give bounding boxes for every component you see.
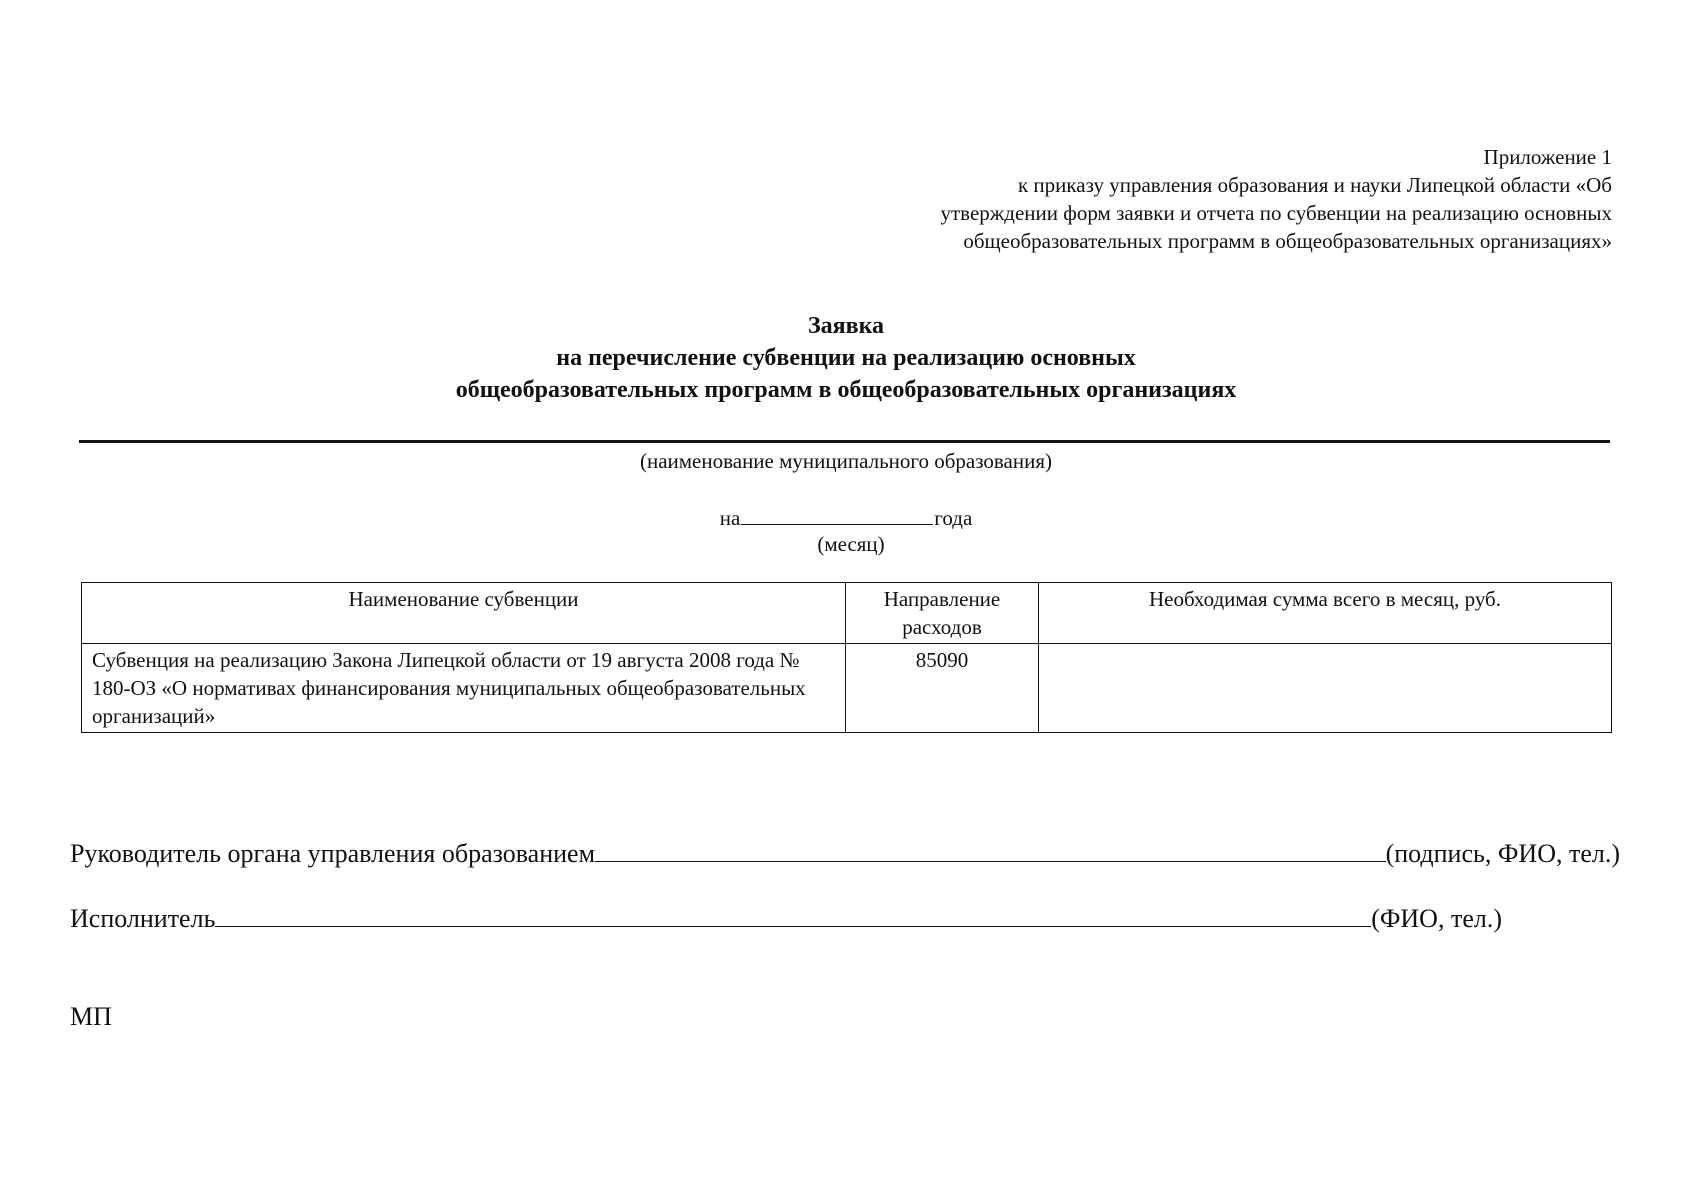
appendix-note bbox=[812, 143, 1612, 255]
cell-subsidy-name: Субвенция на реализацию Закона Липецкой области от 19 августа 2008 года № 180-ОЗ «О нормативах финансирования муниципальных общеобразовательных организаций» bbox=[82, 644, 846, 733]
month-caption: (месяц) bbox=[817, 532, 885, 556]
head-signature-label: Руководитель органа управления образованием bbox=[70, 839, 596, 868]
subsidy-table bbox=[81, 582, 1612, 733]
period-prefix: на bbox=[719, 506, 741, 530]
executor-label: Исполнитель bbox=[70, 904, 216, 933]
title-line-1: Заявка bbox=[807, 313, 885, 339]
document-title bbox=[0, 310, 1692, 406]
period-line bbox=[0, 502, 1692, 532]
title-line-3: общеобразовательных программ в общеобразовательных организациях bbox=[455, 377, 1237, 403]
appendix-line-1: Приложение 1 bbox=[1483, 145, 1612, 169]
title-line-2: на перечисление субвенции на реализацию основных bbox=[556, 345, 1136, 371]
header-expense-direction: Направление расходов bbox=[846, 583, 1039, 644]
stamp-placeholder: МП bbox=[70, 1002, 112, 1031]
head-signature-hint: (подпись, ФИО, тел.) bbox=[1385, 839, 1620, 868]
cell-monthly-amount[interactable] bbox=[1039, 644, 1612, 733]
header-subsidy-name: Наименование субвенции bbox=[82, 583, 846, 644]
head-signature-field[interactable] bbox=[595, 835, 1386, 862]
cell-expense-direction: 85090 bbox=[846, 644, 1039, 733]
table-header-row bbox=[82, 583, 1612, 644]
municipality-caption: (наименование муниципального образования) bbox=[639, 449, 1053, 473]
executor-hint: (ФИО, тел.) bbox=[1371, 904, 1502, 933]
head-signature-line bbox=[70, 835, 1620, 871]
appendix-line-3: утверждении форм заявки и отчета по субвенции на реализацию основных bbox=[940, 201, 1612, 225]
header-monthly-amount: Необходимая сумма всего в месяц, руб. bbox=[1039, 583, 1612, 644]
table-row bbox=[82, 644, 1612, 733]
executor-signature-line bbox=[70, 900, 1502, 936]
month-field[interactable] bbox=[741, 502, 933, 525]
appendix-line-2: к приказу управления образования и науки Липецкой области «Об bbox=[1017, 173, 1612, 197]
executor-field[interactable] bbox=[215, 900, 1371, 927]
appendix-line-4: общеобразовательных программ в общеобразовательных организациях» bbox=[963, 229, 1612, 253]
period-suffix: года bbox=[934, 506, 973, 530]
municipality-name-field[interactable] bbox=[79, 440, 1610, 443]
